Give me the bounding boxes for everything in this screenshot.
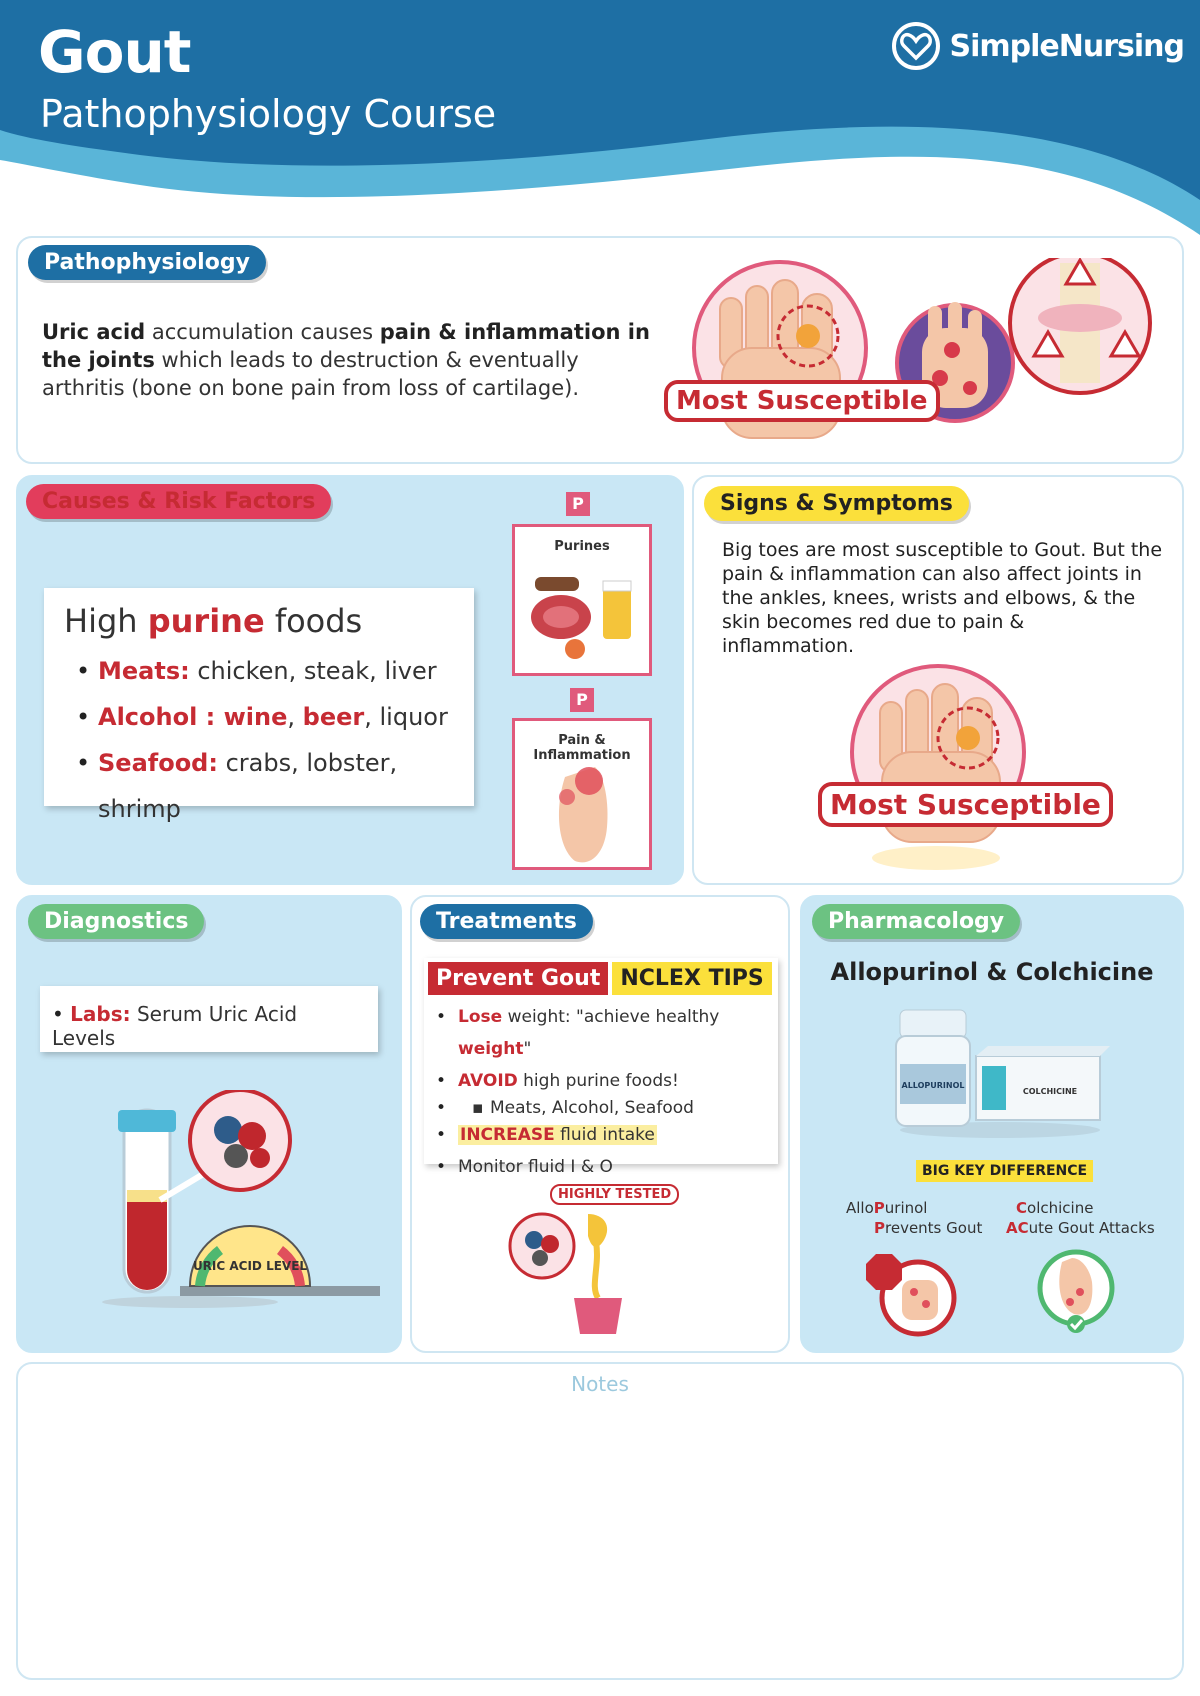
allopurinol-note bbox=[846, 1198, 982, 1238]
big-toe-illustration bbox=[840, 662, 1040, 872]
notes-panel[interactable] bbox=[16, 1362, 1184, 1680]
gauge-label: URIC ACID LEVEL bbox=[192, 1259, 308, 1273]
prevent-gout-card bbox=[424, 958, 778, 1177]
list-item bbox=[436, 1065, 778, 1097]
avoid-text: high purine foods! bbox=[517, 1071, 679, 1091]
acute-text: ute Gout Attacks bbox=[1028, 1219, 1155, 1237]
stethoscope-heart-icon bbox=[890, 20, 942, 72]
diagnostics-label: Diagnostics bbox=[28, 904, 204, 939]
check-foot-icon bbox=[1036, 1248, 1116, 1334]
purine-foods-icon bbox=[525, 567, 643, 667]
nclex-tips-title: NCLEX TIPS bbox=[612, 962, 771, 995]
allopurinol-c: urinol bbox=[884, 1199, 928, 1217]
fluid-intake-illustration bbox=[508, 1206, 648, 1336]
labs-label: Labs: bbox=[70, 1002, 131, 1026]
list-item bbox=[76, 694, 454, 740]
labs-card bbox=[40, 986, 378, 1052]
pathophysiology-text-1: accumulation causes bbox=[145, 320, 380, 344]
purine-foods-card bbox=[44, 588, 474, 823]
list-item-label-2: beer bbox=[302, 703, 365, 731]
avoid-label: AVOID bbox=[458, 1071, 518, 1091]
drug-names: Allopurinol & Colchicine bbox=[830, 958, 1154, 986]
list-item-label: Meats: bbox=[98, 657, 190, 685]
list-item bbox=[76, 740, 454, 832]
pharmacology-label: Pharmacology bbox=[812, 904, 1020, 939]
list-item bbox=[76, 648, 454, 694]
list-item bbox=[436, 1119, 778, 1151]
sub-item-text: Meats, Alcohol, Seafood bbox=[490, 1098, 694, 1118]
signs-label: Signs & Symptoms bbox=[704, 486, 969, 521]
prevent-gout-title: Prevent Gout bbox=[428, 962, 608, 995]
increase-text: fluid intake bbox=[554, 1125, 655, 1145]
list-item bbox=[436, 1001, 778, 1065]
pathophysiology-label: Pathophysiology bbox=[28, 245, 266, 280]
brand-logo bbox=[890, 20, 1185, 72]
pain-inflammation-card bbox=[512, 718, 652, 870]
list-item bbox=[436, 1151, 778, 1183]
purines-card bbox=[512, 524, 652, 676]
medication-illustration bbox=[890, 1000, 1110, 1140]
list-item-text: , liquor bbox=[364, 703, 448, 731]
inflamed-foot-icon bbox=[545, 757, 625, 867]
most-susceptible-badge-2: Most Susceptible bbox=[818, 782, 1113, 827]
purine-heading-red: purine bbox=[147, 602, 265, 640]
colchicine-c: C bbox=[1016, 1199, 1028, 1217]
colchicine-note bbox=[1006, 1198, 1155, 1238]
purine-foods-heading bbox=[64, 602, 454, 640]
colchicine-rest: olchicine bbox=[1027, 1199, 1094, 1217]
pathophysiology-text bbox=[42, 318, 662, 402]
pathophysiology-bold-2: pain & inflammation in the joints bbox=[42, 320, 650, 372]
allopurinol-a: Allo bbox=[846, 1199, 874, 1217]
lose-end: " bbox=[523, 1039, 532, 1059]
purine-heading-post: foods bbox=[264, 602, 363, 640]
page-title: Gout bbox=[38, 18, 191, 86]
purines-card-tag: P bbox=[566, 492, 590, 516]
lose-label: Lose bbox=[458, 1007, 503, 1027]
prevents-text: revents Gout bbox=[885, 1219, 983, 1237]
list-item-label: Seafood: bbox=[98, 749, 218, 777]
notes-label: Notes bbox=[571, 1372, 629, 1396]
purine-heading-pre: High bbox=[64, 602, 148, 640]
list-item-text: chicken, steak, liver bbox=[189, 657, 437, 685]
purine-foods-list bbox=[76, 648, 454, 832]
most-susceptible-badge: Most Susceptible bbox=[664, 380, 940, 422]
lose-text: weight: "achieve healthy bbox=[502, 1007, 720, 1027]
box-label: COLCHICINE bbox=[1022, 1087, 1078, 1096]
purines-card-title: Purines bbox=[554, 539, 610, 554]
weight-label: weight bbox=[458, 1039, 524, 1059]
treatments-label: Treatments bbox=[420, 904, 593, 939]
pain-card-title: Pain & Inflammation bbox=[533, 733, 631, 763]
bullet-icon: • bbox=[52, 1002, 71, 1026]
increase-label: INCREASE bbox=[460, 1125, 555, 1145]
signs-text: Big toes are most susceptible to Gout. But the pain & inflammation can also affect joints in the ankles, knees, wrists and elbows, & the skin becomes red due to pain & inflammation. bbox=[722, 539, 1163, 657]
big-key-difference: BIG KEY DIFFERENCE bbox=[916, 1160, 1093, 1182]
labs-text: Serum Uric Acid Levels bbox=[52, 1002, 298, 1050]
list-item-text: crabs, lobster, shrimp bbox=[98, 749, 398, 823]
stop-hand-icon bbox=[862, 1250, 958, 1338]
list-item-sep: , bbox=[287, 703, 303, 731]
brand-name: SimpleNursing bbox=[949, 28, 1184, 64]
page-subtitle: Pathophysiology Course bbox=[40, 92, 497, 136]
prevent-gout-list bbox=[436, 1001, 778, 1183]
monitor-text: Monitor fluid I & O bbox=[458, 1157, 613, 1177]
list-subitem: • ▪ Meats, Alcohol, Seafood bbox=[436, 1097, 778, 1119]
causes-label: Causes & Risk Factors bbox=[26, 484, 331, 519]
allopurinol-p: P bbox=[873, 1199, 885, 1217]
pain-card-tag: P bbox=[570, 688, 594, 712]
bottle-label: ALLOPURINOL bbox=[901, 1081, 965, 1090]
highly-tested-badge: HIGHLY TESTED bbox=[550, 1184, 679, 1205]
prevents-p: P bbox=[874, 1219, 885, 1237]
pathophysiology-bold-1: Uric acid bbox=[42, 320, 146, 344]
list-item-label: Alcohol : wine bbox=[98, 703, 288, 731]
blood-test-illustration bbox=[100, 1090, 400, 1310]
pathophysiology-text-2: which leads to destruction & eventually arthritis (bone on bone pain from loss of cartilage). bbox=[42, 348, 580, 400]
acute-ac: AC bbox=[1006, 1219, 1029, 1237]
